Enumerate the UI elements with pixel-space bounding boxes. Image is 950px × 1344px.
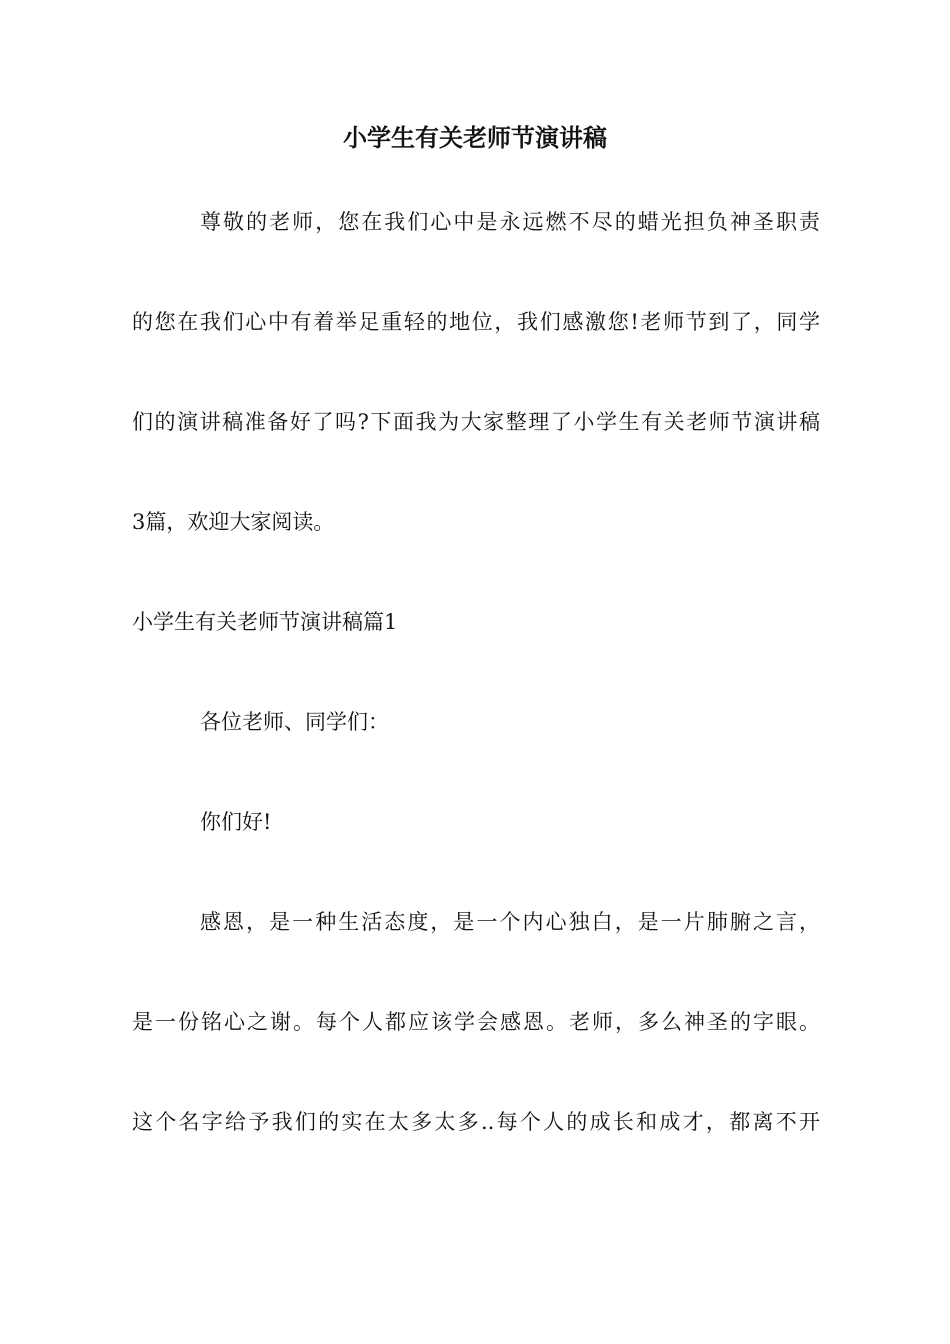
- section-heading: 小学生有关老师节演讲稿篇1: [132, 610, 398, 634]
- paragraph-line: 这个名字给予我们的实在太多太多..每个人的成长和成才，都离不开: [132, 1110, 820, 1134]
- paragraph-line: 们的演讲稿准备好了吗?下面我为大家整理了小学生有关老师节演讲稿: [132, 410, 820, 434]
- paragraph-line: 感恩，是一种生活态度，是一个内心独白，是一片肺腑之言，: [200, 910, 820, 934]
- paragraph-line: 尊敬的老师，您在我们心中是永远燃不尽的蜡光担负神圣职责: [200, 210, 820, 234]
- salutation: 各位老师、同学们：: [200, 710, 389, 734]
- paragraph-line: 的您在我们心中有着举足重轻的地位，我们感激您!老师节到了，同学: [132, 310, 820, 334]
- document-title: 小学生有关老师节演讲稿: [343, 124, 607, 152]
- greeting: 你们好!: [200, 810, 272, 834]
- paragraph-line: 3篇，欢迎大家阅读。: [132, 510, 335, 534]
- paragraph-line: 是一份铭心之谢。每个人都应该学会感恩。老师，多么神圣的字眼。: [132, 1010, 820, 1034]
